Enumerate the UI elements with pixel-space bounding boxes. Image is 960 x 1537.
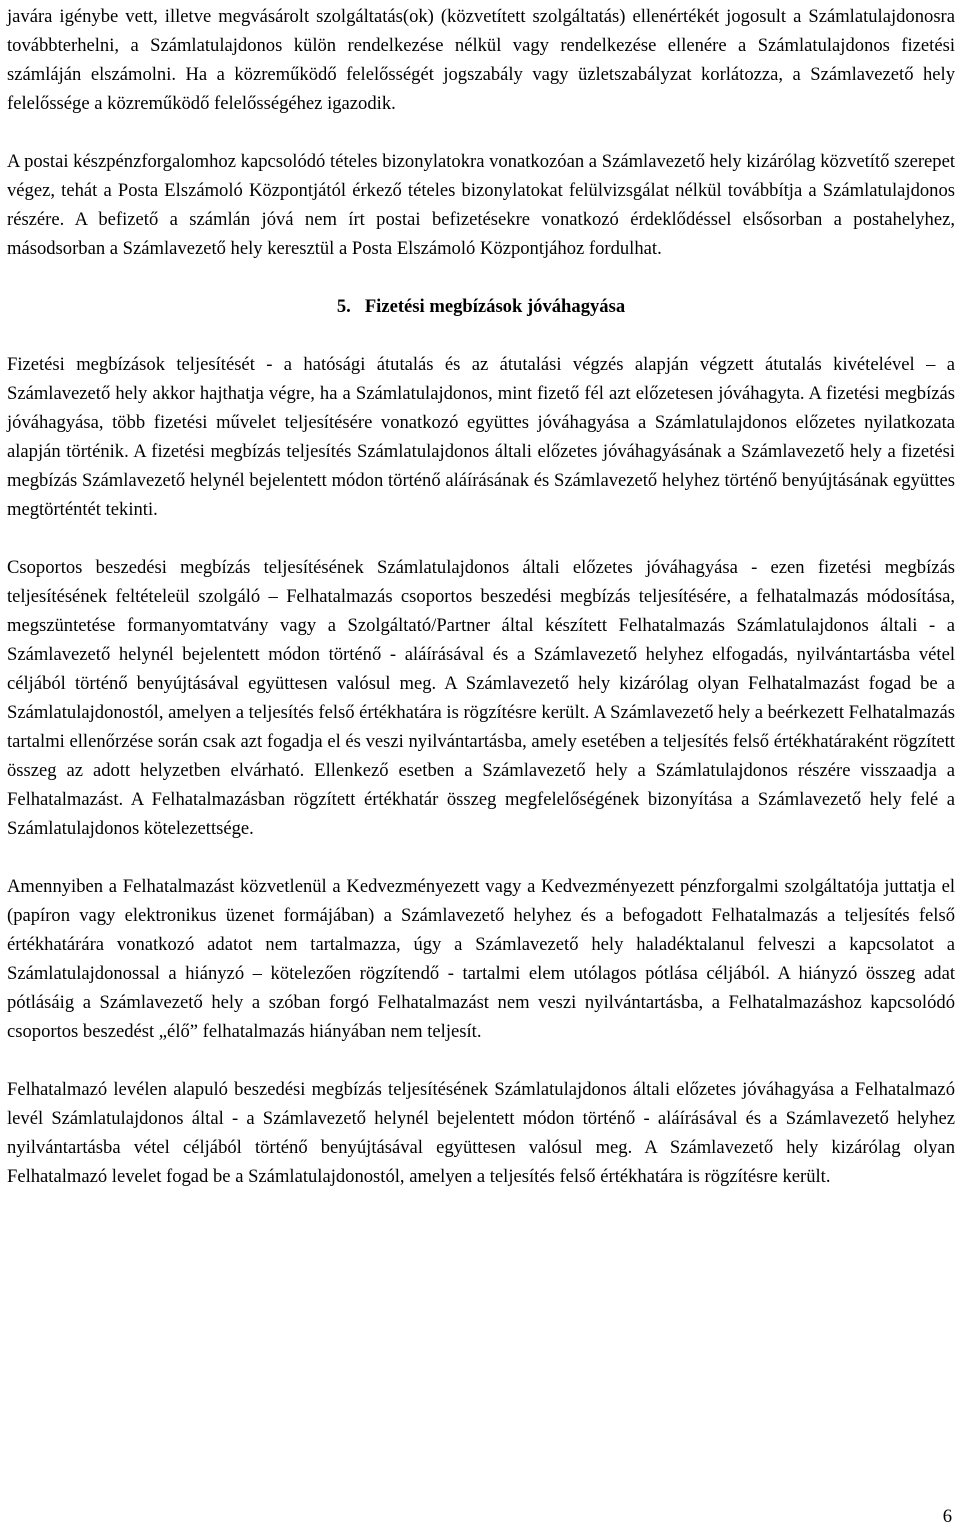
paragraph-direct-debit: Csoportos beszedési megbízás teljesítésének Számlatulajdonos általi előzetes jóváhagyása - ezen fizetési megbízás teljesítésének feltételeül szolgáló – Felhatalmazás csoportos beszedési megbízás teljesítésére, a felhatalmazás módosítása, megszüntetése formanyomtatvány vagy a Szolgáltató/Partner által készített Felhatalmazás Számlatulajdonos általi - a Számlavezető helynél bejelentett módon történő - aláírásával és a Számlavezető helyhez elfogadás, nyilvántartásba vétel céljából történő benyújtásával együttesen valósul meg. A Számlavezető hely kizárólag olyan Felhatalmazást fogad be a Számlatulajdonostól, amelyen a teljesítés felső értékhatára is rögzítésre került. A Számlavezető hely a beérkezett Felhatalmazás tartalmi ellenőrzése során csak azt fogadja el és veszi nyilvántartásba, amely esetében a teljesítés felső értékhatáraként rögzített összeg az adott helyzetben elvárható. Ellenkező esetben a Számlavezető hely a Számlatulajdonos részére visszaadja a Felhatalmazást. A Felhatalmazásban rögzített értékhatár összeg megfelelőségének bizonyítása a Számlavezető hely felé a Számlatulajdonos kötelezettsége. [7, 557, 955, 839]
paragraph-liability: javára igénybe vett, illetve megvásárolt szolgáltatás(ok) (közvetített szolgáltatás) ellenértékét jogosult a Számlatulajdonosra továbbterhelni, a Számlatulajdonos külön rendelkezése nélkül vagy rendelkezése ellenére a Számlatulajdonos fizetési számláján elszámolni. Ha a közreműködő felelősségét jogszabály vagy üzletszabályzat korlátozza, a Számlavezető hely felelőssége a közreműködő felelősségéhez igazodik. [7, 6, 955, 114]
section-number: 5. [336, 296, 351, 317]
paragraph-authorization-letter: Felhatalmazó levélen alapuló beszedési megbízás teljesítésének Számlatulajdonos általi előzetes jóváhagyása a Felhatalmazó levél Számlatulajdonos által - a Számlavezető helynél bejelentett módon történő - aláírásával és a Számlavezető helyhez nyilvántartásba vétel céljából történő benyújtásával együttesen valósul meg. A Számlavezető hely kizárólag olyan Felhatalmazó levelet fogad be a Számlatulajdonostól, amelyen a teljesítés felső értékhatára is rögzítésre került. [7, 1079, 955, 1187]
paragraph-spacer [7, 843, 955, 872]
section-heading [7, 292, 955, 321]
paragraph-spacer [7, 118, 955, 147]
paragraph-spacer [7, 1046, 955, 1075]
page-number: 6 [942, 1506, 952, 1527]
paragraph-spacer [7, 263, 955, 292]
paragraph-postal-cash: A postai készpénzforgalomhoz kapcsolódó tételes bizonylatokra vonatkozóan a Számlavezető hely kizárólag közvetítő szerepet végez, tehát a Posta Elszámoló Központjától érkező tételes bizonylatokat felülvizsgálat nélkül továbbítja a Számlatulajdonos részére. A befizető a számlán jóvá nem írt postai befizetésekre vonatkozó érdeklődéssel elsősorban a postahelyhez, másodsorban a Számlavezető hely keresztül a Posta Elszámoló Központjához fordulhat. [7, 151, 955, 259]
paragraph-spacer [7, 321, 955, 350]
document-page [7, 2, 955, 1191]
paragraph-approval: Fizetési megbízások teljesítését - a hatósági átutalás és az átutalási végzés alapján végzett átutalás kivételével – a Számlavezető hely akkor hajthatja végre, ha a Számlatulajdonos, mint fizető fél azt előzetesen jóváhagyta. A fizetési megbízás jóváhagyása, több fizetési művelet teljesítésére vonatkozó együttes jóváhagyása a Számlatulajdonos előzetes nyilatkozata alapján történik. A fizetési megbízás teljesítés Számlatulajdonos általi előzetes jóváhagyásának a Számlavezető hely a fizetési megbízás Számlavezető helynél bejelentett módon történő aláírásának és Számlavezető helyhez történő benyújtásának együttes megtörténtét tekinti. [7, 354, 955, 520]
section-title: Fizetési megbízások jóváhagyása [364, 296, 626, 317]
paragraph-beneficiary: Amennyiben a Felhatalmazást közvetlenül a Kedvezményezett vagy a Kedvezményezett pénzforgalmi szolgáltatója juttatja el (papíron vagy elektronikus üzenet formájában) a Számlavezető helyhez és a befogadott Felhatalmazás a teljesítés felső értékhatárára vonatkozó adatot nem tartalmazza, úgy a Számlavezető hely haladéktalanul felveszi a kapcsolatot a Számlatulajdonossal a hiányzó – kötelezően rögzítendő - tartalmi elem utólagos pótlása céljából. A hiányzó összeg adat pótlásáig a Számlavezető hely a szóban forgó Felhatalmazást nem veszi nyilvántartásba, a Felhatalmazáshoz kapcsolódó csoportos beszedést „élő” felhatalmazás hiányában nem teljesít. [7, 876, 955, 1042]
paragraph-spacer [7, 524, 955, 553]
